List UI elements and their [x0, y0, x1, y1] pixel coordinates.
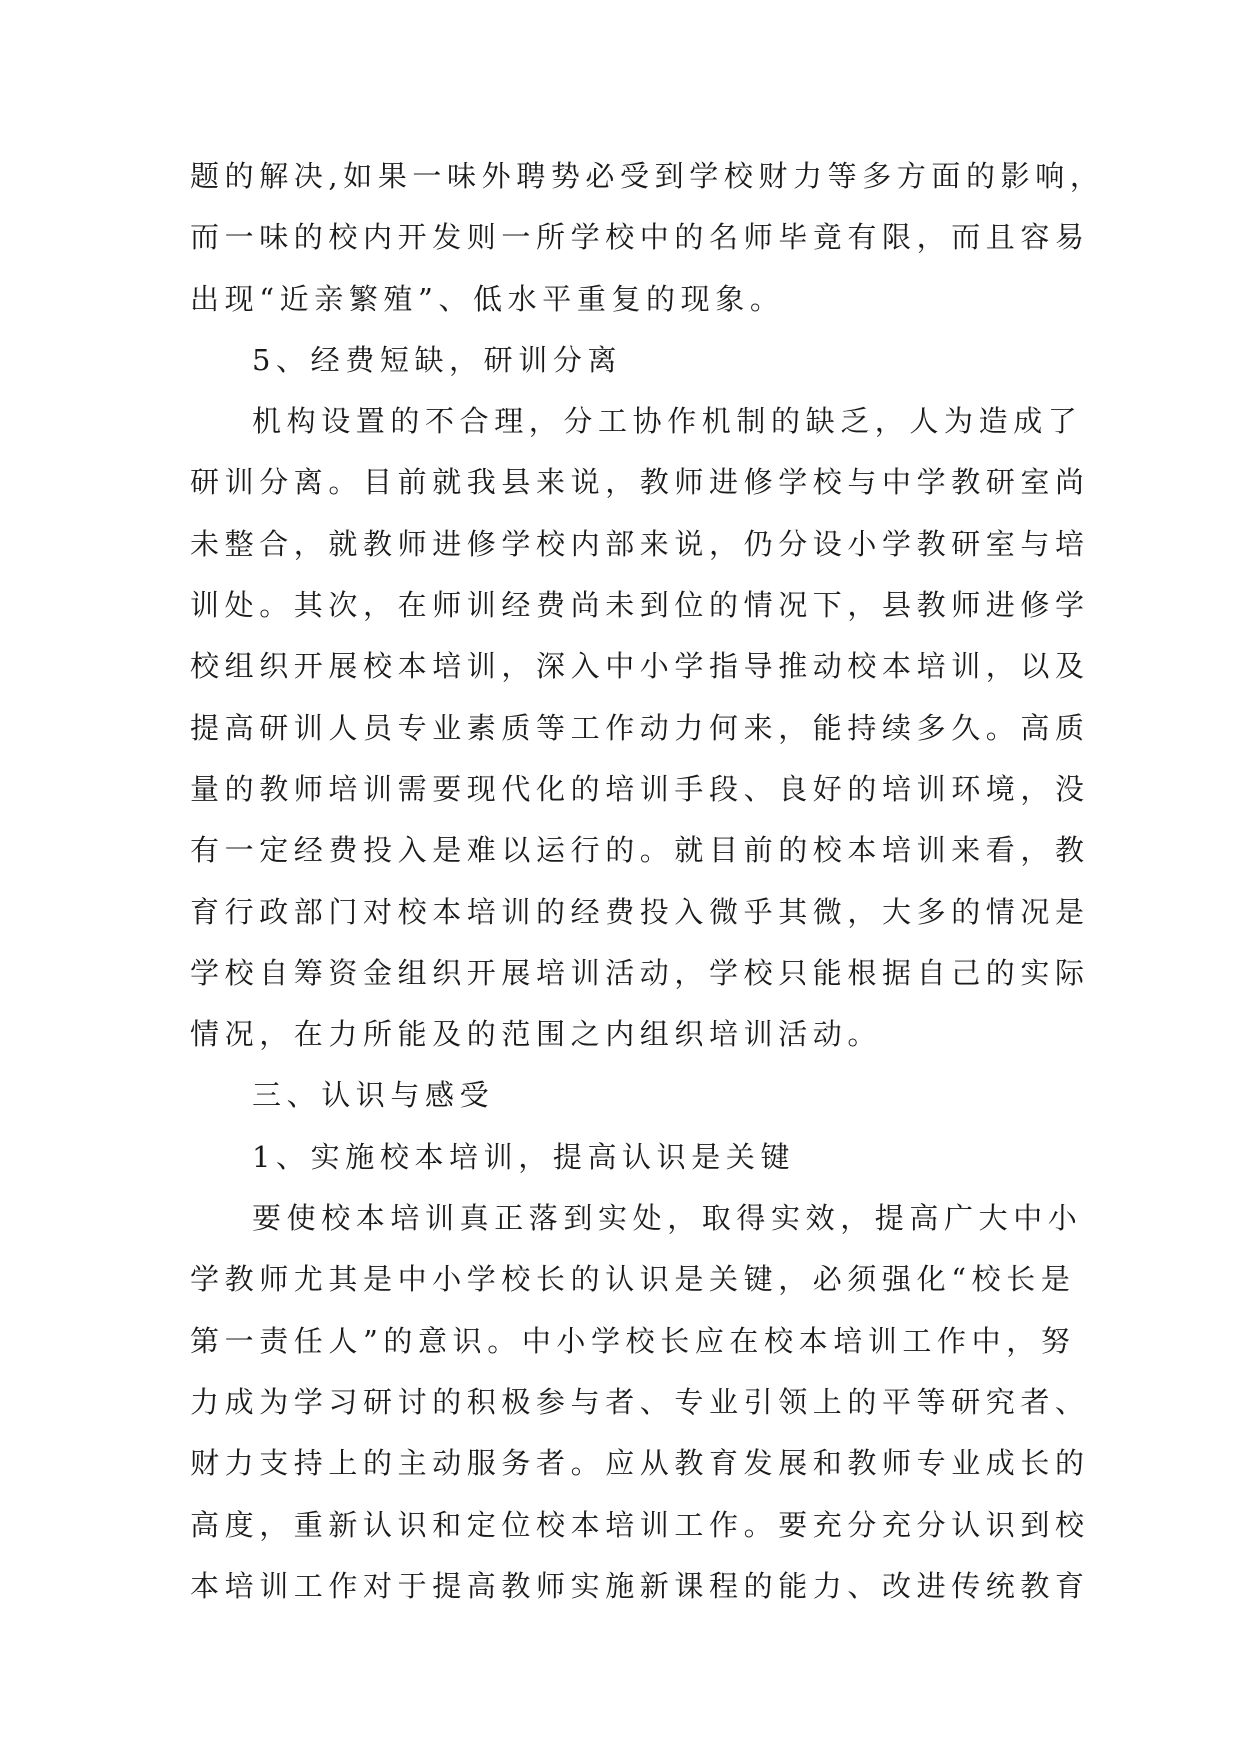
text-line-21: 力成为学习研讨的积极参与者、专业引领上的平等研究者、 — [190, 1384, 1090, 1419]
text-line-9: 校组织开展校本培训，深入中小学指导推动校本培训，以及 — [190, 649, 1090, 684]
text-line-3: 出现“近亲繁殖”、低水平重复的现象。 — [190, 281, 785, 316]
text-line-1: 题的解决,如果一味外聘势必受到学校财力等多方面的影响， — [190, 159, 1105, 193]
text-line-12: 有一定经费投入是难以运行的。就目前的校本培训来看，教 — [190, 833, 1090, 868]
text-line-7: 未整合，就教师进修学校内部来说，仍分设小学教研室与培 — [190, 526, 1090, 561]
text-line-8: 训处。其次，在师训经费尚未到位的情况下，县教师进修学 — [190, 588, 1090, 623]
text-line-2: 而一味的校内开发则一所学校中的名师毕竟有限，而且容易 — [190, 220, 1090, 255]
text-line-14: 学校自筹资金组织开展培训活动，学校只能根据自己的实际 — [190, 955, 1090, 990]
text-line-10: 提高研训人员专业素质等工作动力何来，能持续多久。高质 — [190, 710, 1090, 745]
text-line-13: 育行政部门对校本培训的经费投入微乎其微，大多的情况是 — [190, 894, 1090, 929]
subsection-heading-awareness: 1、实施校本培训，提高认识是关键 — [252, 1139, 796, 1174]
text-line-22: 财力支持上的主动服务者。应从教育发展和教师专业成长的 — [190, 1446, 1090, 1481]
text-line-19: 学教师尤其是中小学校长的认识是关键，必须强化“校长是 — [190, 1262, 1076, 1297]
section-heading-funding: 5、经费短缺，研训分离 — [252, 342, 623, 377]
text-line-24: 本培训工作对于提高教师实施新课程的能力、改进传统教育 — [190, 1568, 1090, 1603]
text-line-23: 高度，重新认识和定位校本培训工作。要充分充分认识到校 — [190, 1507, 1090, 1542]
text-line-5: 机构设置的不合理，分工协作机制的缺乏，人为造成了 — [252, 404, 1083, 439]
text-line-18: 要使校本培训真正落到实处，取得实效，提高广大中小 — [252, 1201, 1083, 1236]
text-line-6: 研训分离。目前就我县来说，教师进修学校与中学教研室尚 — [190, 465, 1090, 500]
text-line-20: 第一责任人”的意识。中小学校长应在校本培训工作中，努 — [190, 1323, 1076, 1358]
text-line-11: 量的教师培训需要现代化的培训手段、良好的培训环境，没 — [190, 771, 1090, 806]
text-line-15: 情况，在力所能及的范围之内组织培训活动。 — [190, 1017, 883, 1052]
document-body — [190, 146, 1105, 1617]
section-heading-understanding: 三、认识与感受 — [252, 1078, 495, 1113]
